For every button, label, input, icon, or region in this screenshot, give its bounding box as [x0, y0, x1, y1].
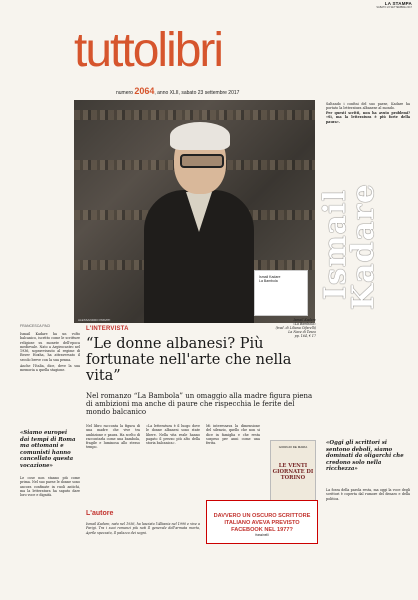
body-column-3 — [206, 424, 260, 445]
issue-prefix: numero — [116, 90, 133, 96]
right-column-bottom — [326, 488, 410, 501]
right-column-top — [326, 102, 410, 124]
body-column-2 — [146, 424, 200, 445]
ad-slogan: DAVVERO UN OSCURO SCRITTORE ITALIANO AVEVA PREVISTO FACEBOOK NEL 1977? — [213, 513, 311, 533]
name-first: Ismail — [318, 189, 353, 300]
paragraph: Ismail Kadare, nato nel 1936, ha lasciato l'Albania nel 1990 e vive a Parigi. Tra i suoi romanzi più noti Il generale dell'armata morta, Aprile spezzato, Il palazzo dei sogni. — [86, 522, 200, 535]
section-title — [74, 26, 222, 76]
issue-number: 2064 — [134, 86, 155, 96]
paragraph: «La letteratura è il luogo dove le donne albanesi sono state libere. Nella vita reale hanno pagato il prezzo più alto della storia balcanica». — [146, 424, 200, 446]
lead-column — [20, 332, 80, 375]
paragraph: Saltando i confini del suo paese, Kadare ha portato la letteratura albanese al mondo. — [326, 102, 410, 111]
paragraph: Anche l'Italia, dice, deve la sua memoria a quella stagione. — [20, 364, 80, 373]
deck: Nel romanzo “La Bambola” un omaggio alla madre figura piena di ambizioni ma anche di paure che rispecchia le ferite del mondo balcanico — [86, 392, 313, 417]
paragraph: Ismail Kadare ha un volto balcanico, iscritto come le scritture religiose su monete dell'epoca medievale. Nato a Argirocastro nel 1936, sopravvissuto al regime di Enver Hoxha, ha attraversato il secolo breve con la sua penna. — [20, 332, 80, 362]
section-title-bold: libri — [157, 24, 223, 77]
issue-line — [116, 86, 239, 96]
advertisement[interactable] — [206, 500, 318, 544]
lead-column-2 — [20, 476, 80, 497]
kicker: L'INTERVISTA — [86, 326, 129, 332]
masthead — [0, 0, 418, 10]
paragraph: Mi interessava la dimensione del silenzio, quello che non si dice in famiglia e che resta sospeso per anni come una ferita. — [206, 424, 260, 446]
vertical-author-name — [316, 180, 381, 330]
masthead-date: SABATO 23 SETTEMBRE 2017 — [376, 6, 412, 9]
portrait-figure — [144, 120, 254, 323]
body-column-1 — [86, 424, 140, 450]
ad-publisher: frassinelli — [255, 533, 269, 537]
paragraph: Le cose non stanno più come prima. Nel suo paese le donne sono ancora confinate in ruoli antichi, ma la letteratura ha saputo dare loro voce e dignità. — [20, 476, 80, 498]
pull-quote-right: «Oggi gli scrittori si sentono deboli, siamo dominati da oligarchi che credono solo nella ricchezza» — [326, 440, 404, 473]
name-last: Kadare — [346, 183, 381, 310]
author-box-heading: L'autore — [86, 510, 114, 517]
bookshelf — [74, 110, 315, 120]
paragraph: La forza della parola resta, ma oggi la voce degli scrittori è coperta dal rumore del denaro e della politica. — [326, 488, 410, 501]
pull-quote-left: «Siamo europei dai tempi di Roma ma ottomani e comunisti hanno cancellato questa vocazione» — [20, 430, 76, 469]
book-title: LE VENTI GIORNATE DI TORINO — [272, 463, 314, 481]
book-caption: Ismail Kadare «La Bambola» (trad. di Liliana Cifarelli) La Nave di Teseo pp. 164, € 17 — [275, 318, 316, 338]
book-author: GIORGIO DE MARIA — [278, 445, 308, 449]
author-box — [86, 522, 200, 535]
book-cover-title: Ismail Kadare La Bambola — [259, 275, 281, 283]
headline: “Le donne albanesi? Più fortunate nell'arte che nella vita” — [86, 336, 292, 384]
paragraph: Per questi scritti, non ha avuto problemi? «Sì, ma la letteratura è più forte della paura». — [326, 110, 410, 124]
photo-credit: ALESSANDRO PRIMITI — [78, 318, 111, 322]
book-cover-ad — [270, 440, 316, 502]
paragraph: Nel libro racconta la figura di una madre che vive tra ambizione e paura. Ha scelto di raccontarla come una bambola, fragile e luminosa allo stesso tempo. — [86, 424, 140, 450]
issue-suffix: , anno XLII, sabato 23 settembre 2017 — [154, 90, 240, 96]
byline: FRANCESCA PACI — [20, 324, 51, 328]
newspaper-logo: LA STAMPA — [384, 1, 412, 6]
book-cover-small — [254, 270, 308, 316]
section-title-light: tutto — [74, 24, 158, 77]
